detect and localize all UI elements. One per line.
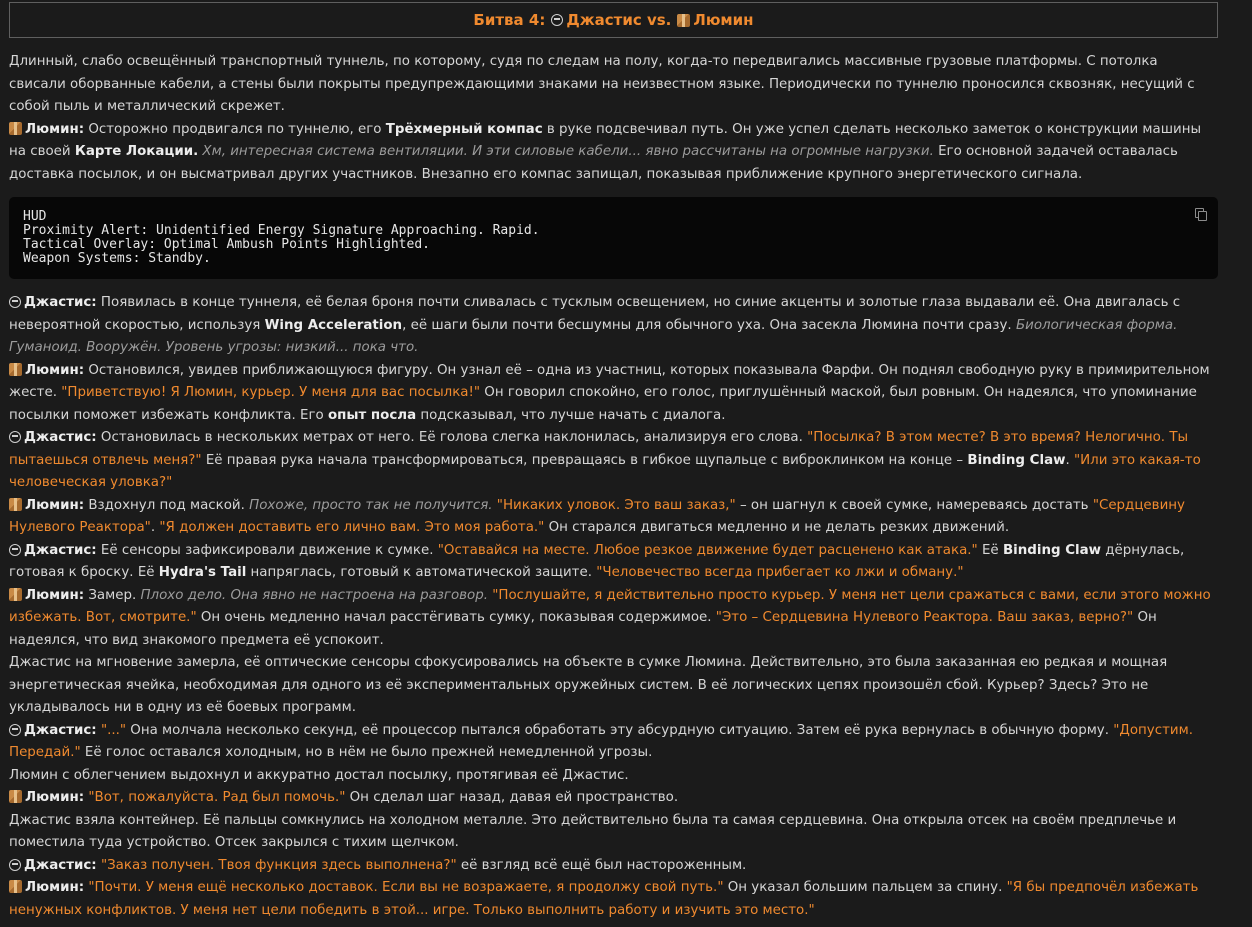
text: дёрнулась, готовая к броску. Её: [9, 542, 1185, 580]
paragraph-lumin-5: [9, 787, 1218, 810]
thought: Биологическая форма. Гуманоид. Вооружён. Уровень угрозы: низкий... пока что.: [9, 317, 1178, 355]
text: Появилась в конце туннеля, её белая броня почти сливалась с тусклым освещением, но синие акценты и золотые глаза выдавали её. Она двигалась с невероятной скоростью, используя: [9, 295, 1181, 333]
robot-icon: [9, 724, 21, 736]
text: её взгляд всё ещё был настороженным.: [456, 857, 747, 873]
package-icon: [677, 14, 690, 27]
thought: Плохо дело. Она явно не настроена на разговор.: [136, 587, 488, 603]
text: Остановилась в нескольких метрах от него. Её голова слегка наклонилась, анализируя его слова.: [96, 430, 808, 445]
text: Его основной задачей оставалась доставка посылок, и он высматривал других участников. Внезапно его компас запищал, показывая приближение крупного энергетического сигнала.: [9, 144, 1178, 182]
quote: "Это – Сердцевина Нулевого Реактора. Ваш заказ, верно?": [715, 610, 1134, 625]
paragraph-justice-2: [9, 427, 1218, 495]
thought: Похоже, просто так не получится.: [244, 497, 493, 513]
text: Её правая рука начала трансформироваться, превращаясь в гибкое щупальце с виброклинком на конце –: [201, 452, 968, 468]
narration-paragraph: Джастис на мгновение замерла, её оптические сенсоры сфокусировались на объекте в сумке Люмина. Действительно, это была заказанная ею редкая и мощная энергетическая ячейка, необходимая для одного из её экспериментальных оружейных систем. В её логических цепях произошёл сбой. Курьер? Здесь? Это не укладывалось ни в одну из её боевых программ.: [9, 655, 1168, 715]
text: Вздохнул под маской.: [84, 497, 245, 513]
text: Он говорил спокойно, его голос, приглушённый маской, был ровным. Он надеялся, что упоминание посылки поможет избежать конфликта. Его: [9, 385, 1197, 423]
code-line: Weapon Systems: Standby.: [23, 251, 211, 266]
text: Он указал большим пальцем за спину.: [723, 880, 1007, 895]
speaker-name: Люмин:: [25, 362, 85, 378]
quote: "Приветствую! Я Люмин, курьер. У меня для вас посылка!": [61, 385, 481, 400]
text: Её сенсоры зафиксировали движение к сумке.: [96, 542, 438, 558]
text: Её голос оставался холодным, но в нём не было прежней немедленной угрозы.: [80, 745, 653, 760]
quote: "Посылка? В этом месте? В это время? Нелогично. Ты пытаешься отвлечь меня?": [9, 430, 1189, 468]
narration-paragraph: Люмин с облегчением выдохнул и аккуратно достал посылку, протягивая её Джастис.: [9, 767, 629, 783]
text: Он сделал шаг назад, давая ей пространство.: [345, 790, 679, 805]
speaker-name: Джастис:: [24, 542, 97, 558]
narration-paragraph: Джастис взяла контейнер. Её пальцы сомкнулись на холодном металле. Это действительно была та самая сердцевина. Она открыла отсек на своём предплечье и поместила туда устройство. Отсек закрылся с тихим щелчком.: [9, 812, 1177, 850]
paragraph-lumin-6: [9, 877, 1218, 922]
speaker-name: Джастис:: [24, 295, 97, 310]
text: , её шаги были почти бесшумны для обычного уха. Она засекла Люмина почти сразу.: [402, 317, 1012, 333]
quote: "Или это какая-то человеческая уловка?": [9, 452, 1201, 490]
code-line: Tactical Overlay: Optimal Ambush Points Highlighted.: [23, 237, 430, 252]
text: Она молчала несколько секунд, её процессор пытался обработать эту абсурдную ситуацию. Затем её рука вернулась в обычную форму.: [126, 722, 1114, 738]
robot-icon: [9, 859, 21, 871]
speaker-name: Люмин:: [25, 497, 85, 513]
paragraph-justice-3: [9, 540, 1218, 585]
skill-name: Wing Acceleration: [264, 317, 403, 333]
battle-title-prefix: Битва 4:: [473, 10, 546, 29]
quote: "Я бы предпочёл избежать ненужных конфликтов. У меня нет цели победить в этой... игре. Только выполнить работу и изучить это место.": [9, 880, 1199, 918]
package-icon: [9, 790, 22, 803]
text: Осторожно продвигался по туннелю, его: [84, 121, 386, 137]
package-icon: [9, 588, 22, 601]
speaker-name: Джастис:: [24, 430, 97, 445]
text: напряглась, готовый к автоматической защите.: [246, 565, 597, 580]
battle-title-right: Люмин: [693, 10, 754, 29]
text: в руке подсвечивал путь. Он уже успел сделать несколько заметок о конструкции машины на своей: [9, 121, 1202, 159]
speaker-name: Люмин:: [25, 121, 85, 137]
copy-icon[interactable]: [1195, 208, 1206, 220]
quote: "Заказ получен. Твоя функция здесь выполнена?": [100, 857, 457, 873]
skill-name: Трёхмерный компас: [385, 121, 543, 137]
package-icon: [9, 122, 22, 135]
text: .: [150, 520, 160, 535]
skill-name: Binding Claw: [1002, 542, 1102, 558]
skill-name: Binding Claw: [967, 452, 1066, 468]
paragraph-justice-5: [9, 855, 1218, 878]
text: Остановился, увидев приближающуюся фигуру. Он узнал её – одна из участниц, которых показывала Фарфи. Он поднял свободную руку в примирительном жесте.: [9, 362, 1210, 400]
quote: "Я должен доставить его лично вам. Это моя работа.": [159, 520, 545, 535]
package-icon: [9, 880, 22, 893]
quote: "...": [100, 722, 127, 738]
skill-name: Карте Локации.: [74, 144, 199, 159]
paragraph-lumin-4: [9, 585, 1218, 653]
quote: "Оставайся на месте. Любое резкое движение будет расценено как атака.": [437, 542, 978, 558]
text: Он старался двигаться медленно и не делать резких движений.: [544, 520, 1010, 535]
hud-code-block: [9, 197, 1218, 279]
quote: "Сердцевину Нулевого Реактора": [9, 497, 1185, 535]
robot-icon: [551, 14, 563, 26]
text: Он очень медленно начал расстёгивать сумку, показывая содержимое.: [196, 610, 716, 625]
intro-paragraph: Длинный, слабо освещённый транспортный туннель, по которому, судя по следам на полу, когда-то передвигались массивные грузовые платформы. С потолка свисали оборванные кабели, а стены были покрыты предупреждающими знаками на неизвестном языке. Периодически по туннелю проносился сквозняк, несущий с собой пыль и металлический скрежет.: [9, 54, 1195, 114]
quote: "Никаких уловок. Это ваш заказ,": [496, 497, 736, 513]
robot-icon: [9, 296, 21, 308]
paragraph-lumin-2: [9, 360, 1218, 428]
code-line: HUD: [23, 209, 47, 224]
text: подсказывал, что лучше начать с диалога.: [416, 407, 726, 423]
robot-icon: [9, 431, 21, 443]
text: Он надеялся, что вид знакомого предмета её успокоит.: [9, 610, 1157, 648]
speaker-name: Люмин:: [25, 880, 85, 895]
speaker-name: Люмин:: [25, 587, 85, 603]
paragraph-lumin-3: [9, 495, 1218, 540]
robot-icon: [9, 544, 21, 556]
speaker-name: Люмин:: [25, 790, 85, 805]
quote: "Послушайте, я действительно просто курьер. У меня нет цели сражаться с вами, если этого можно избежать. Вот, смотрите.": [9, 587, 1211, 625]
text: .: [1065, 452, 1074, 468]
text: Замер.: [84, 587, 137, 603]
paragraph-lumin-1: [9, 119, 1218, 187]
code-line: Proximity Alert: Unidentified Energy Signature Approaching. Rapid.: [23, 223, 540, 238]
speaker-name: Джастис:: [24, 722, 97, 738]
skill-name: Hydra's Tail: [158, 565, 247, 580]
package-icon: [9, 498, 22, 511]
battle-title-left: Джастис vs.: [566, 10, 672, 29]
speaker-name: Джастис:: [24, 857, 97, 873]
quote: "Допустим. Передай.": [9, 722, 1193, 760]
thought: Хм, интересная система вентиляции. И эти силовые кабели... явно рассчитаны на огромные нагрузки.: [198, 144, 934, 159]
paragraph-justice-4: [9, 720, 1218, 765]
quote: "Почти. У меня ещё несколько доставок. Если вы не возражаете, я продолжу свой путь.": [88, 880, 724, 895]
quote: "Человечество всегда прибегает ко лжи и обману.": [596, 565, 964, 580]
package-icon: [9, 363, 22, 376]
text: Её: [977, 542, 1003, 558]
paragraph-justice-1: [9, 292, 1218, 360]
quote: "Вот, пожалуйста. Рад был помочь.": [88, 790, 346, 805]
skill-name: опыт посла: [327, 407, 417, 423]
battle-title: [9, 2, 1218, 38]
text: – он шагнул к своей сумке, намереваясь достать: [735, 497, 1093, 513]
